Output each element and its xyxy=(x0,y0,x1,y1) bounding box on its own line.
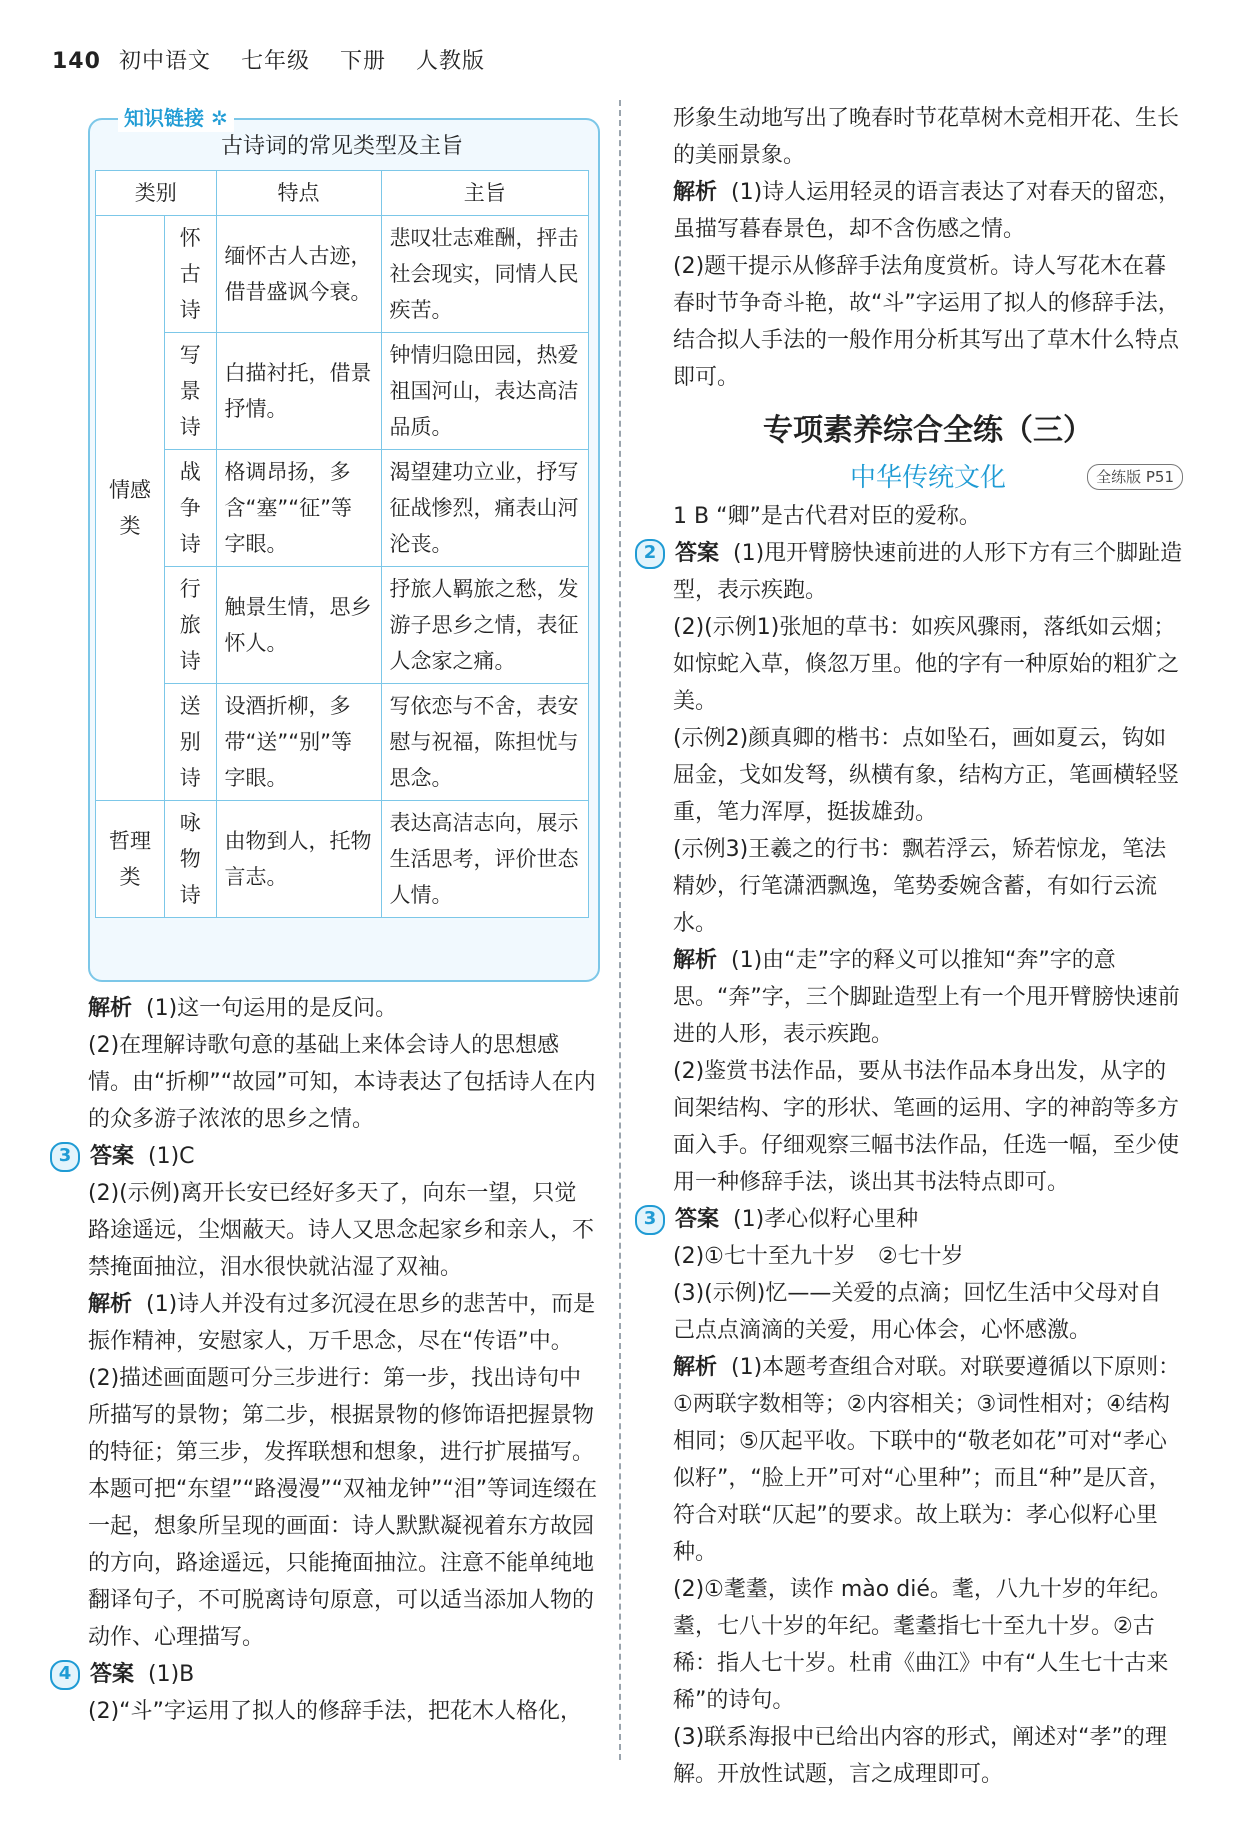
question-number: 4 xyxy=(50,1660,80,1690)
answer-text: (1)C xyxy=(148,1144,195,1169)
answer-paragraph: (2)①七十至九十岁 ②七十岁 xyxy=(673,1244,964,1269)
feature-cell: 由物到人，托物言志。 xyxy=(216,801,381,918)
type-cell: 写景诗 xyxy=(165,333,217,450)
analysis-paragraph: (3)联系海报中已给出内容的形式，阐述对“孝”的理解。开放性试题，言之成理即可。 xyxy=(673,1725,1167,1787)
section-subtitle xyxy=(673,458,1183,498)
analysis-text: (1)本题考查组合对联。对联要遵循以下原则：①两联字数相等；②内容相关；③词性相对；④结构相同；⑤仄起平收。下联中的“敬老如花”可对“孝心似籽”，“脸上开”可对“心里种”；而且“种”是仄音，符合对联“仄起”的要求。故上联为：孝心似籽心里种。 xyxy=(673,1355,1181,1565)
question-1-answer: 1 B “卿”是古代君对臣的爱称。 xyxy=(673,504,981,529)
answer-label: 答案 xyxy=(675,1207,720,1232)
analysis-paragraph: (2)描述画面题可分三步进行：第一步，找出诗句中所描写的景物；第二步，根据景物的修饰语把握景物的特征；第三步，发挥联想和想象，进行扩展描写。本题可把“东望”“路漫漫”“双袖龙钟”“泪”等词连缀在一起，想象所呈现的画面：诗人默默凝视着东方故园的方向，路途遥远，只能掩面抽泣。注意不能单纯地翻译句子，不可脱离诗句原意，可以适当添加人物的动作、心理描写。 xyxy=(88,1366,598,1650)
header-volume: 下册 xyxy=(339,49,386,74)
analysis-label: 解析 xyxy=(673,948,718,973)
analysis-paragraph xyxy=(673,942,1183,1053)
question-2-answer xyxy=(643,535,1183,609)
analysis-paragraph xyxy=(88,990,598,1027)
feature-cell: 缅怀古人古迹，借昔盛讽今衰。 xyxy=(216,216,381,333)
question-number: 3 xyxy=(50,1142,80,1172)
question-3-answer xyxy=(643,1201,1183,1238)
analysis-label: 解析 xyxy=(673,1355,718,1380)
analysis-text: (1)诗人运用轻灵的语言表达了对春天的留恋，虽描写暮春景色，却不含伤感之情。 xyxy=(673,180,1181,242)
answer-label: 答案 xyxy=(90,1144,135,1169)
analysis-text: (1)由“走”字的释义可以推知“奔”字的意思。“奔”字，三个脚趾造型上有一个甩开臂膀快速前进的人形，表示疾跑。 xyxy=(673,948,1180,1047)
sparkle-icon: ✲ xyxy=(210,106,228,130)
theme-cell: 悲叹壮志难酬，抨击社会现实，同情人民疾苦。 xyxy=(381,216,589,333)
table-row xyxy=(96,801,589,918)
analysis-paragraph xyxy=(88,1286,598,1360)
section-title: 专项素养综合全练（三） xyxy=(763,413,1093,448)
answer-text: (1)甩开臂膀快速前进的人形下方有三个脚趾造型，表示疾跑。 xyxy=(673,541,1183,603)
right-column xyxy=(643,100,1183,1793)
answer-paragraph: (2)(示例)离开长安已经好多天了，向东一望，只觉路途遥远，尘烟蔽天。诗人又思念起家乡和亲人，不禁掩面抽泣，泪水很快就沾湿了双袖。 xyxy=(88,1181,595,1280)
question-number: 3 xyxy=(635,1205,665,1235)
analysis-paragraph: (2)鉴赏书法作品，要从书法作品本身出发，从字的间架结构、字的形状、笔画的运用、字的神韵等多方面入手。仔细观察三幅书法作品，任选一幅，至少使用一种修辞手法，谈出其书法特点即可。 xyxy=(673,1059,1180,1195)
analysis-paragraph: (2)在理解诗歌句意的基础上来体会诗人的思想感情。由“折柳”“故园”可知，本诗表达了包括诗人在内的众多游子浓浓的思乡之情。 xyxy=(88,1033,596,1132)
analysis-text: (1)这一句运用的是反问。 xyxy=(146,996,398,1021)
type-cell: 咏物诗 xyxy=(165,801,217,918)
question-4-answer xyxy=(58,1656,598,1693)
header-edition: 人教版 xyxy=(415,49,485,74)
analysis-paragraph: (2)①耄耋，读作 mào dié。耄，八九十岁的年纪。耋，七八十岁的年纪。耄耋指七十至九十岁。②古稀：指人七十岁。杜甫《曲江》中有“人生七十古来稀”的诗句。 xyxy=(673,1577,1172,1713)
feature-cell: 触景生情，思乡怀人。 xyxy=(216,567,381,684)
reference-badge: 全练版 P51 xyxy=(1087,464,1183,490)
table-row xyxy=(96,450,589,567)
answer-paragraph: (示例2)颜真卿的楷书：点如坠石，画如夏云，钩如屈金，戈如发弩，纵横有象，结构方正，笔画横轻竖重，笔力浑厚，挺拔雄劲。 xyxy=(673,726,1180,825)
continued-paragraph: 形象生动地写出了晚春时节花草树木竞相开花、生长的美丽景象。 xyxy=(673,106,1180,168)
table-header: 类别 xyxy=(96,171,217,216)
type-cell: 怀古诗 xyxy=(165,216,217,333)
header-subject: 初中语文 xyxy=(118,49,211,74)
analysis-label: 解析 xyxy=(88,996,133,1021)
analysis-label: 解析 xyxy=(88,1292,133,1317)
knowledge-tag: 知识链接 ✲ xyxy=(118,104,234,132)
page-number: 140 xyxy=(52,49,101,74)
category-cell: 情感类 xyxy=(96,216,165,801)
page-header xyxy=(52,44,507,75)
table-header: 主旨 xyxy=(381,171,589,216)
feature-cell: 设酒折柳，多带“送”“别”等字眼。 xyxy=(216,684,381,801)
category-cell: 哲理类 xyxy=(96,801,165,918)
analysis-paragraph: (2)题干提示从修辞手法角度赏析。诗人写花木在暮春时节争奇斗艳，故“斗”字运用了拟人的修辞手法，结合拟人手法的一般作用分析其写出了草木什么特点即可。 xyxy=(673,254,1180,390)
answer-paragraph: (示例3)王羲之的行书：飘若浮云，矫若惊龙，笔法精妙，行笔潇洒飘逸，笔势委婉含蓄，有如行云流水。 xyxy=(673,837,1167,936)
answer-text: (1)B xyxy=(148,1662,195,1687)
theme-cell: 钟情归隐田园，热爱祖国河山，表达高洁品质。 xyxy=(381,333,589,450)
table-row xyxy=(96,216,589,333)
answer-label: 答案 xyxy=(675,541,720,566)
type-cell: 送别诗 xyxy=(165,684,217,801)
theme-cell: 抒旅人羁旅之愁，发游子思乡之情，表征人念家之痛。 xyxy=(381,567,589,684)
type-cell: 战争诗 xyxy=(165,450,217,567)
poetry-type-table xyxy=(95,170,589,918)
feature-cell: 格调昂扬，多含“塞”“征”等字眼。 xyxy=(216,450,381,567)
answer-paragraph: (3)(示例)忆——关爱的点滴；回忆生活中父母对自己点点滴滴的关爱，用心体会，心怀感激。 xyxy=(673,1281,1162,1343)
knowledge-title: 古诗词的常见类型及主旨 xyxy=(220,134,463,159)
type-cell: 行旅诗 xyxy=(165,567,217,684)
theme-cell: 表达高洁志向，展示生活思考，评价世态人情。 xyxy=(381,801,589,918)
analysis-paragraph xyxy=(673,174,1183,248)
subtitle-text: 中华传统文化 xyxy=(849,463,1006,493)
analysis-text: (1)诗人并没有过多沉浸在思乡的悲苦中，而是振作精神，安慰家人，万千思念，尽在“传语”中。 xyxy=(88,1292,596,1354)
analysis-paragraph xyxy=(673,1349,1183,1571)
left-column xyxy=(58,990,598,1730)
table-header: 特点 xyxy=(216,171,381,216)
question-number: 2 xyxy=(635,539,665,569)
analysis-label: 解析 xyxy=(673,180,718,205)
table-row xyxy=(96,333,589,450)
table-row xyxy=(96,684,589,801)
answer-paragraph: (2)“斗”字运用了拟人的修辞手法，把花木人格化， xyxy=(88,1699,582,1724)
answer-paragraph: (2)(示例1)张旭的草书：如疾风骤雨，落纸如云烟；如惊蛇入草，倏忽万里。他的字有一种原始的粗犷之美。 xyxy=(673,615,1180,714)
answer-label: 答案 xyxy=(90,1662,135,1687)
header-grade: 七年级 xyxy=(240,49,310,74)
question-3-answer xyxy=(58,1138,598,1175)
feature-cell: 白描衬托，借景抒情。 xyxy=(216,333,381,450)
table-header-row xyxy=(96,171,589,216)
theme-cell: 渴望建功立业，抒写征战惨烈，痛表山河沦丧。 xyxy=(381,450,589,567)
theme-cell: 写依恋与不舍，表安慰与祝福，陈担忧与思念。 xyxy=(381,684,589,801)
answer-text: (1)孝心似籽心里种 xyxy=(733,1207,919,1232)
column-divider xyxy=(619,100,621,1760)
table-row xyxy=(96,567,589,684)
